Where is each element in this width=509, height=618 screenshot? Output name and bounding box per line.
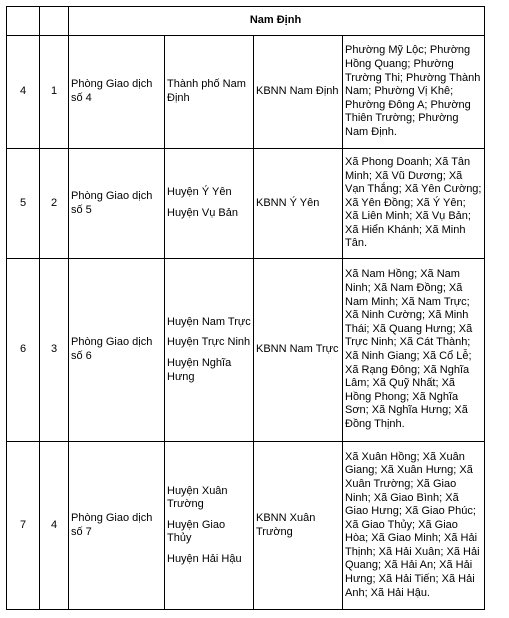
ward-list: Xã Xuân Hồng; Xã Xuân Giang; Xã Xuân Hưng; Xã Xuân Trường; Xã Giao Ninh; Xã Giao Bình; Xã Giao Hưng; Xã Giao Phúc; Xã Giao Thủy; Xã Giao Hòa; Xã Giao Minh; Xã Hải Thịnh; Xã Hải Xuân; Xã Hải Quang; Xã Hải An; Xã Hải Hưng; Xã Hải Tiến; Xã Hải Anh; Xã Hải Hậu. bbox=[343, 442, 485, 610]
district-name: Huyện Xuân Trường bbox=[167, 484, 228, 511]
district-list bbox=[165, 149, 254, 259]
row-number: 4 bbox=[40, 442, 69, 610]
kbnn-name: KBNN Ý Yên bbox=[254, 149, 343, 259]
kbnn-name: KBNN Nam Định bbox=[254, 36, 343, 149]
office-name: Phòng Giao dịch số 6 bbox=[69, 259, 165, 442]
province-name: Nam Định bbox=[69, 7, 485, 36]
district-name: Huyện Hải Hậu bbox=[167, 552, 242, 565]
row-number: 3 bbox=[40, 259, 69, 442]
ward-list: Xã Phong Doanh; Xã Tân Minh; Xã Vũ Dương; Xã Vạn Thắng; Xã Yên Cường; Xã Yên Đồng; Xã Ý Yên; Xã Liên Minh; Xã Vụ Bản; Xã Hiển Khánh; Xã Minh Tân. bbox=[343, 149, 485, 259]
row-number: 1 bbox=[40, 36, 69, 149]
district-list bbox=[165, 36, 254, 149]
district-name: Huyện Nam Trực bbox=[167, 315, 251, 328]
district-name: Huyện Nghĩa Hưng bbox=[167, 357, 232, 383]
province-header-row bbox=[7, 7, 485, 36]
district-name: Huyện Trực Ninh bbox=[167, 336, 251, 349]
district-name: Huyện Vụ Bản bbox=[167, 207, 238, 219]
table-row bbox=[7, 36, 485, 149]
row-stt: 7 bbox=[7, 442, 40, 610]
district-list bbox=[165, 442, 254, 610]
empty-cell bbox=[7, 7, 40, 36]
row-number: 2 bbox=[40, 149, 69, 259]
ward-list: Phường Mỹ Lộc; Phường Hồng Quang; Phường Trường Thi; Phường Thành Nam; Phường Vị Khê; Phường Đông A; Phường Thiên Trường; Phường Nam Định. bbox=[343, 36, 485, 149]
office-name: Phòng Giao dịch số 7 bbox=[69, 442, 165, 610]
office-name: Phòng Giao dịch số 4 bbox=[69, 36, 165, 149]
row-stt: 5 bbox=[7, 149, 40, 259]
kbnn-name: KBNN Nam Trực bbox=[254, 259, 343, 442]
row-stt: 4 bbox=[7, 36, 40, 149]
table-row bbox=[7, 259, 485, 442]
district-name: Huyện Giao Thủy bbox=[167, 518, 226, 545]
table-row bbox=[7, 442, 485, 610]
row-stt: 6 bbox=[7, 259, 40, 442]
treasury-office-table bbox=[6, 6, 485, 610]
kbnn-name: KBNN Xuân Trường bbox=[254, 442, 343, 610]
table-row bbox=[7, 149, 485, 259]
district-name: Huyện Ý Yên bbox=[167, 186, 232, 199]
district-list bbox=[165, 259, 254, 442]
district-name: Thành phố Nam Định bbox=[167, 78, 246, 104]
ward-list: Xã Nam Hồng; Xã Nam Ninh; Xã Nam Đồng; Xã Nam Minh; Xã Nam Trực; Xã Ninh Cường; Xã Minh Thái; Xã Quang Hưng; Xã Trực Ninh; Xã Cát Thành; Xã Ninh Giang; Xã Cổ Lễ; Xã Rạng Đông; Xã Nghĩa Lâm; Xã Quỹ Nhất; Xã Hồng Phong; Xã Nghĩa Sơn; Xã Nghĩa Hưng; Xã Đồng Thịnh. bbox=[343, 259, 485, 442]
empty-cell bbox=[40, 7, 69, 36]
office-name: Phòng Giao dịch số 5 bbox=[69, 149, 165, 259]
